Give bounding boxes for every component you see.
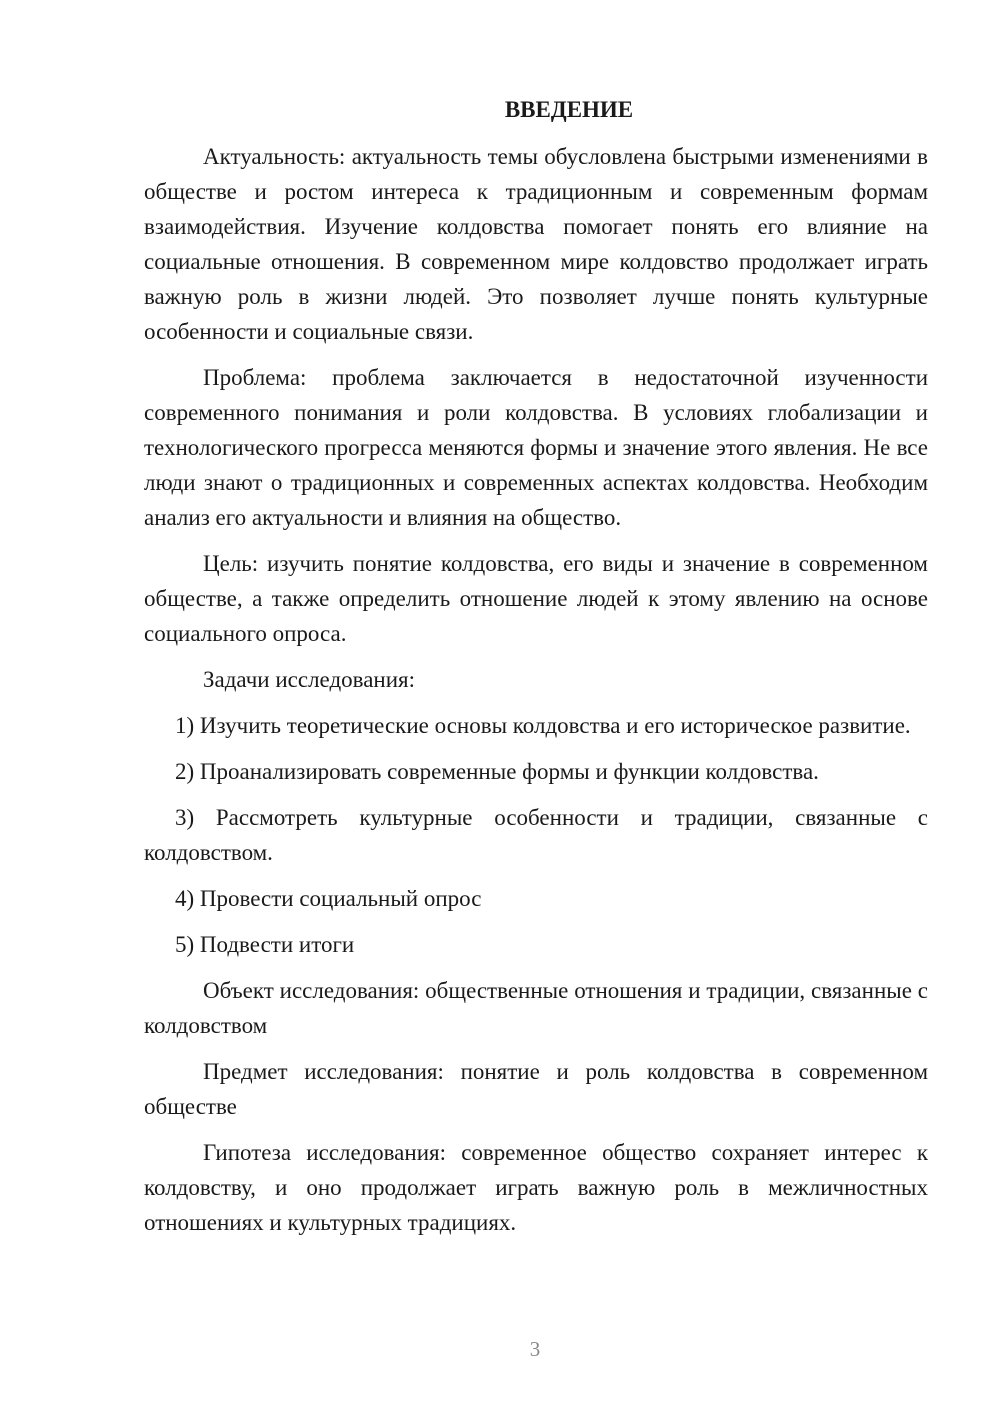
list-item-task-3: 3) Рассмотреть культурные особенности и традиции, связанные с колдовством. [144,805,928,865]
paragraph-object: Объект исследования: общественные отношения и традиции, связанные с колдовством [144,978,928,1038]
paragraph-problem: Проблема: проблема заключается в недостаточной изученности современного понимания и роли колдовства. В условиях глобализации и технологического прогресса меняются формы и значение этого явления. Не все люди знают о традиционных и современных аспектах колдовства. Необходим анализ его актуальности и влияния на общество. [144,365,928,530]
page-number: 3 [529,1337,541,1361]
paragraph-subject: Предмет исследования: понятие и роль колдовства в современном обществе [144,1059,928,1119]
paragraph-actuality: Актуальность: актуальность темы обусловлена быстрыми изменениями в обществе и ростом интереса к традиционным и современным формам взаимодействия. Изучение колдовства помогает понять его влияние на социальные отношения. В современном мире колдовство продолжает играть важную роль в жизни людей. Это позволяет лучше понять культурные особенности и социальные связи. [144,144,928,344]
list-item-task-5: 5) Подвести итоги [175,932,355,957]
paragraph-goal: Цель: изучить понятие колдовства, его виды и значение в современном обществе, а также определить отношение людей к этому явлению на основе социального опроса. [144,551,928,646]
page-title: ВВЕДЕНИЕ [504,97,634,122]
list-item-task-1: 1) Изучить теоретические основы колдовства и его историческое развитие. [175,713,911,738]
tasks-heading: Задачи исследования: [203,667,416,692]
paragraph-hypothesis: Гипотеза исследования: современное общество сохраняет интерес к колдовству, и оно продолжает играть важную роль в межличностных отношениях и культурных традициях. [144,1140,928,1235]
list-item-task-2: 2) Проанализировать современные формы и функции колдовства. [175,759,819,784]
page-content [144,92,928,1240]
list-item-task-4: 4) Провести социальный опрос [175,886,482,911]
